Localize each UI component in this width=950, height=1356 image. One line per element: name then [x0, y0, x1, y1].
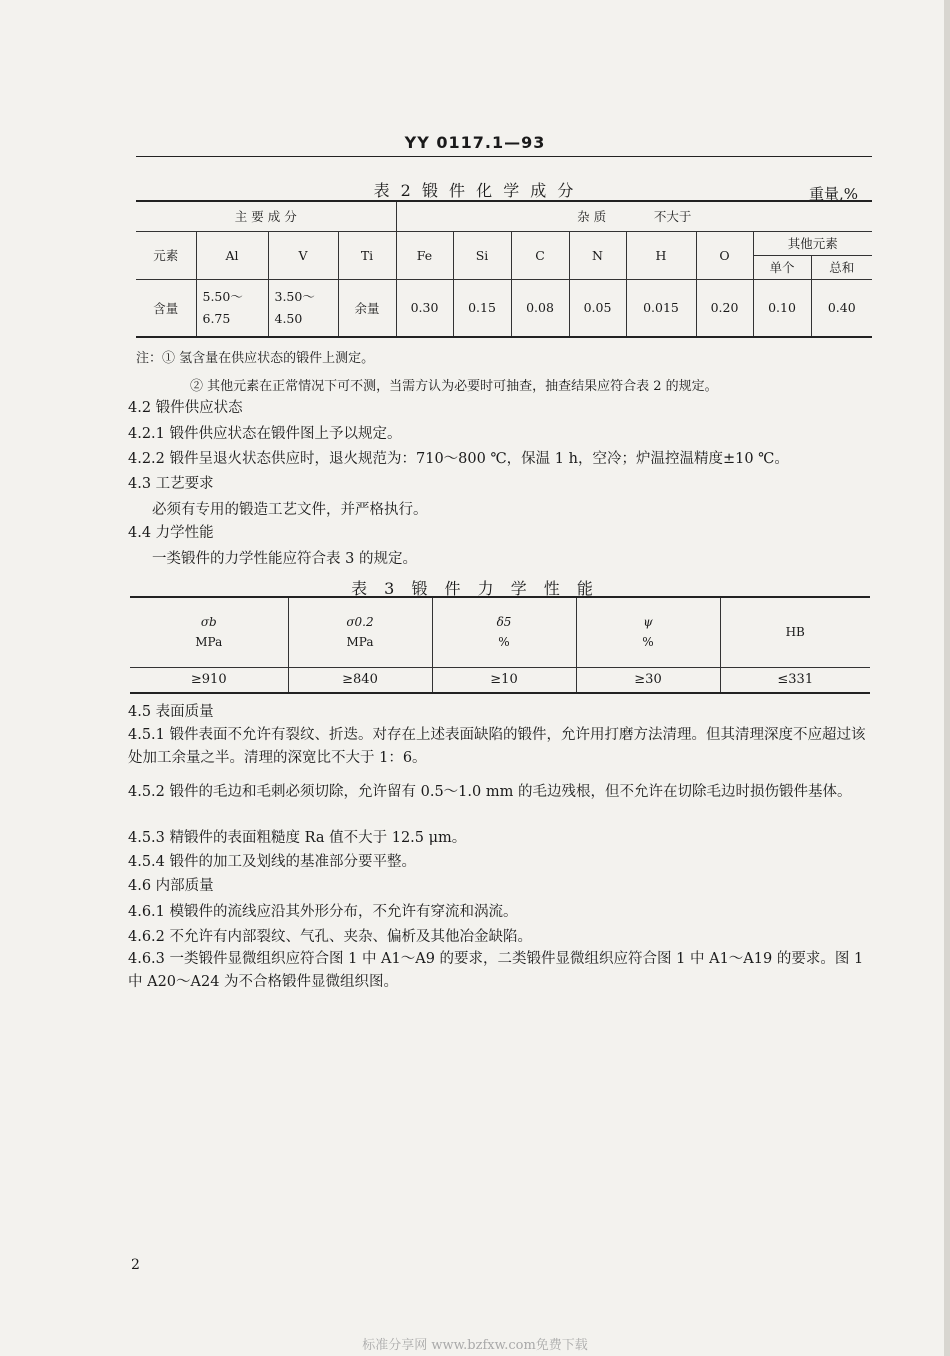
- section-4-5: 4.5 表面质量: [128, 704, 214, 720]
- element-o: O: [696, 231, 753, 279]
- col-reduction: ψ %: [576, 597, 720, 667]
- document-header: YY 0117.1—93: [404, 133, 546, 152]
- table2-title: 表 2 锻 件 化 学 成 分: [373, 181, 577, 200]
- section-4-3-text: 必须有专用的锻造工艺文件，并严格执行。: [152, 502, 428, 518]
- footer-watermark: 标准分享网 www.bzfxw.com免费下载: [362, 1338, 588, 1353]
- section-4-4: 4.4 力学性能: [128, 525, 214, 541]
- element-n: N: [569, 231, 626, 279]
- c-value: 0.08: [511, 279, 569, 337]
- col-elongation: δ5 %: [432, 597, 576, 667]
- element-ti: Ti: [338, 231, 396, 279]
- section-4-6-1: 4.6.1 模锻件的流线应沿其外形分布，不允许有穿流和涡流。: [128, 904, 518, 920]
- impurities-header: 杂 质 不大于: [396, 201, 872, 231]
- other-single-value: 0.10: [753, 279, 811, 337]
- section-4-5-3: 4.5.3 精锻件的表面粗糙度 Ra 值不大于 12.5 μm。: [128, 830, 467, 846]
- section-4-2-1: 4.2.1 锻件供应状态在锻件图上予以规定。: [128, 426, 402, 442]
- scan-edge: [944, 0, 950, 1356]
- element-label: 元素: [136, 231, 196, 279]
- ti-value: 余量: [338, 279, 396, 337]
- col-yield: σ0.2 MPa: [288, 597, 432, 667]
- element-si: Si: [453, 231, 511, 279]
- table2-note-1: 注：① 氢含量在供应状态的锻件上测定。: [136, 351, 375, 366]
- table2-unit: 重量,%: [808, 185, 858, 203]
- element-fe: Fe: [396, 231, 453, 279]
- section-4-2: 4.2 锻件供应状态: [128, 400, 243, 416]
- al-value: 5.50～ 6.75: [196, 279, 268, 337]
- section-4-3: 4.3 工艺要求: [128, 476, 214, 492]
- v-value: 3.50～ 4.50: [268, 279, 338, 337]
- table3-title: 表 3 锻 件 力 学 性 能: [351, 579, 599, 598]
- fe-value: 0.30: [396, 279, 453, 337]
- element-al: Al: [196, 231, 268, 279]
- section-4-5-4: 4.5.4 锻件的加工及划线的基准部分要平整。: [128, 854, 417, 870]
- section-4-5-1: 4.5.1 锻件表面不允许有裂纹、折迭。对存在上述表面缺陷的锻件，允许用打磨方法清理。但其清理深度不应超过该处加工余量之半。清理的深宽比不大于 1：6。: [128, 727, 866, 766]
- other-total-value: 0.40: [811, 279, 872, 337]
- reduction-value: ≥30: [576, 667, 720, 693]
- col-hardness: HB: [720, 597, 870, 667]
- o-value: 0.20: [696, 279, 753, 337]
- elongation-value: ≥10: [432, 667, 576, 693]
- section-4-6-3: 4.6.3 一类锻件显微组织应符合图 1 中 A1～A9 的要求，二类锻件显微组织应符合图 1 中 A1～A19 的要求。图 1 中 A20～A24 为不合格锻件显微组织图。: [128, 951, 864, 990]
- section-4-5-2: 4.5.2 锻件的毛边和毛刺必须切除，允许留有 0.5～1.0 mm 的毛边残根，但不允许在切除毛边时损伤锻件基体。: [128, 784, 852, 800]
- tensile-value: ≥910: [130, 667, 288, 693]
- yield-value: ≥840: [288, 667, 432, 693]
- si-value: 0.15: [453, 279, 511, 337]
- section-4-2-2: 4.2.2 锻件呈退火状态供应时，退火规范为：710～800 ℃，保温 1 h，空冷；炉温控温精度±10 ℃。: [128, 451, 789, 467]
- element-h: H: [626, 231, 696, 279]
- other-total-header: 总和: [811, 255, 872, 279]
- element-v: V: [268, 231, 338, 279]
- hardness-value: ≤331: [720, 667, 870, 693]
- chemical-composition-table: [136, 200, 872, 338]
- content-label: 含量: [136, 279, 196, 337]
- section-4-6: 4.6 内部质量: [128, 878, 214, 894]
- section-4-4-text: 一类锻件的力学性能应符合表 3 的规定。: [152, 551, 417, 567]
- element-c: C: [511, 231, 569, 279]
- table2-note-2: ② 其他元素在正常情况下可不测，当需方认为必要时可抽查，抽查结果应符合表 2 的规定。: [190, 379, 718, 394]
- main-components-header: 主 要 成 分: [136, 201, 396, 231]
- col-tensile: σb MPa: [130, 597, 288, 667]
- section-4-6-2: 4.6.2 不允许有内部裂纹、气孔、夹杂、偏析及其他冶金缺陷。: [128, 929, 533, 945]
- mechanical-properties-table: [130, 596, 870, 694]
- other-single-header: 单个: [753, 255, 811, 279]
- other-elements-header: 其他元素: [753, 231, 872, 255]
- header-rule: [136, 156, 872, 157]
- h-value: 0.015: [626, 279, 696, 337]
- page-number: 2: [131, 1257, 140, 1273]
- n-value: 0.05: [569, 279, 626, 337]
